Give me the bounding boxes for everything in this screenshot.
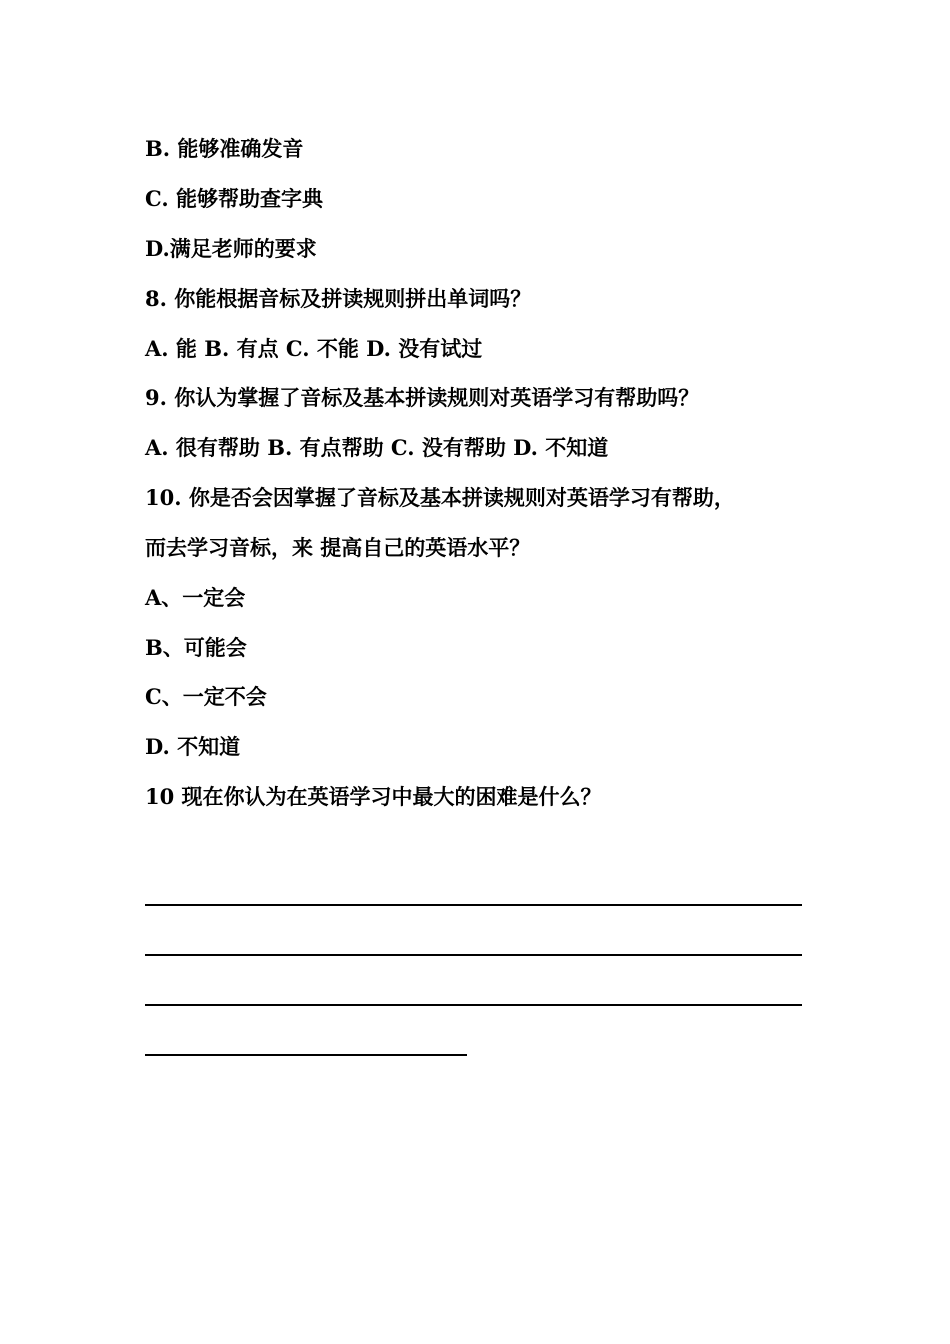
question-10-line-1: 10. 你是否会因掌握了音标及基本拼读规则对英语学习有帮助， <box>145 485 735 510</box>
question-9-options: A. 很有帮助 B. 有点帮助 C. 没有帮助 D. 不知道 <box>145 435 609 460</box>
question-10-option-a: A、一定会 <box>145 585 246 610</box>
option-b-pronunciation: B. 能够准确发音 <box>145 136 304 161</box>
answer-line-4 <box>145 1054 467 1056</box>
question-10-option-c: C、一定不会 <box>145 684 267 709</box>
answer-line-1 <box>145 904 802 906</box>
answer-line-3 <box>145 1004 802 1006</box>
question-11-difficulty: 10 现在你认为在英语学习中最大的困难是什么？ <box>145 784 602 809</box>
option-c-dictionary: C. 能够帮助查字典 <box>145 186 323 211</box>
question-9: 9. 你认为掌握了音标及基本拼读规则对英语学习有帮助吗？ <box>145 385 700 410</box>
question-10-line-2: 而去学习音标，来 提高自己的英语水平？ <box>145 535 531 560</box>
option-d-teacher: D.满足老师的要求 <box>145 236 317 261</box>
question-10-option-d: D. 不知道 <box>145 734 241 759</box>
answer-line-2 <box>145 954 802 956</box>
question-8-options: A. 能 B. 有点 C. 不能 D. 没有试过 <box>145 336 483 361</box>
question-8: 8. 你能根据音标及拼读规则拼出单词吗？ <box>145 286 532 311</box>
question-10-option-b: B、可能会 <box>145 635 247 660</box>
